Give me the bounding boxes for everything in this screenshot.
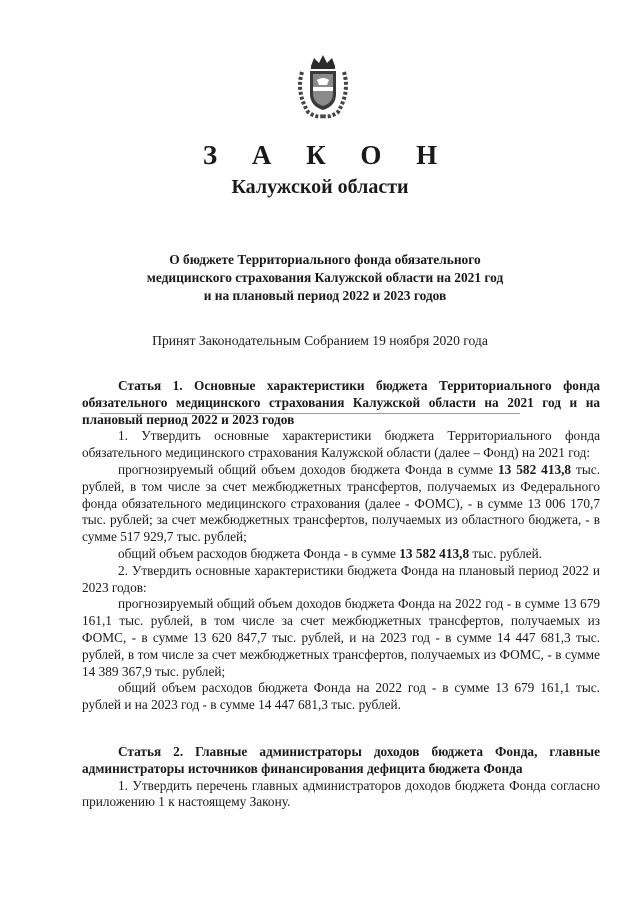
- article-2-title: Статья 2. Главные администраторы доходов бюджета Фонда, главные администраторы источников финансирования дефицита бюджета Фонда: [82, 743, 600, 776]
- article-1-paragraph: [82, 462, 600, 546]
- amount-bold: 13 582 413,8: [498, 461, 572, 477]
- amount-bold: 13 582 413,8: [399, 545, 470, 561]
- article-1-paragraph: [82, 546, 600, 563]
- document-body: [82, 378, 600, 811]
- article-1-title: Статья 1. Основные характеристики бюджета Территориального фонда обязательного медицинского страхования Калужской области на 2021 год и на плановый период 2022 и 2023 годов: [82, 378, 600, 427]
- article-1-paragraph: общий объем расходов бюджета Фонда на 2022 год - в сумме 13 679 161,1 тыс. рублей и на 2023 год - в сумме 14 447 681,3 тыс. рублей.: [82, 680, 600, 713]
- law-heading-line: О бюджете Территориального фонда обязательного: [169, 252, 481, 267]
- article-1-paragraph: 2. Утвердить основные характеристики бюджета Фонда на плановый период 2022 и 2023 годов:: [82, 562, 600, 595]
- adoption-note: Принят Законодательным Собранием 19 ноября 2020 года: [152, 333, 488, 348]
- coat-of-arms-icon: [294, 52, 352, 120]
- document-title: З А К О Н: [202, 140, 452, 170]
- article-1-paragraph: 1. Утвердить основные характеристики бюджета Территориального фонда обязательного медицинского страхования Калужской области (далее – Фонд) на 2021 год:: [82, 428, 600, 461]
- article-1-paragraph: прогнозируемый общий объем доходов бюджета Фонда на 2022 год - в сумме 13 679 161,1 тыс. рублей, в том числе за счет межбюджетных трансфертов, получаемых из ФОМС, - в сумме 13 620 847,7 тыс. рублей, и на 2023 год - в сумме 14 447 681,3 тыс. рублей, в том числе за счет межбюджетных трансфертов, получаемых из ФОМС, - в сумме 14 389 367,9 тыс. рублей;: [82, 596, 600, 679]
- text-span: тыс. рублей, в том числе за счет межбюджетных трансфертов, получаемых из Федерального фонда обязательного медицинского страхования (далее - ФОМС), - в сумме 13 006 170,7 тыс. рублей; за счет межбюджетных трансфертов, получаемых из областного бюджета, - в сумме 517 929,7 тыс. рублей;: [82, 461, 601, 545]
- law-heading-line: медицинского страхования Калужской области на 2021 год: [146, 270, 504, 285]
- text-span: прогнозируемый общий объем доходов бюджета Фонда в сумме: [118, 461, 499, 477]
- article-2-paragraph: 1. Утвердить перечень главных администраторов доходов бюджета Фонда согласно приложению 1 к настоящему Закону.: [82, 777, 600, 810]
- text-span: тыс. рублей.: [469, 545, 543, 561]
- document-subtitle: Калужской области: [231, 176, 409, 198]
- law-heading: [140, 251, 510, 305]
- law-heading-line: и на плановый период 2022 и 2023 годов: [203, 288, 447, 303]
- spacer: [82, 714, 600, 744]
- text-span: общий объем расходов бюджета Фонда - в сумме: [118, 545, 400, 561]
